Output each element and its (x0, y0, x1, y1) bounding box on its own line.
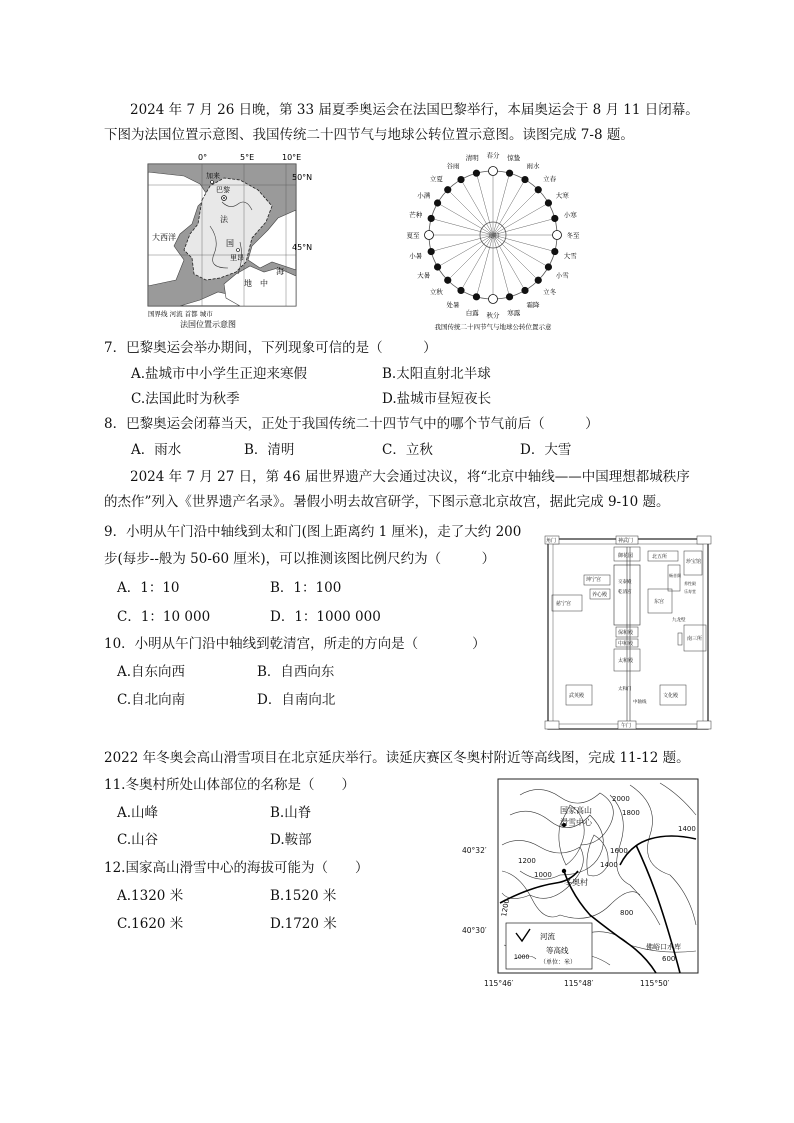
palace-label: 御花园 (618, 553, 634, 559)
q11-option-a[interactable]: A.山峰 (117, 805, 159, 821)
place-label: 法 (220, 215, 228, 224)
earth-position-marker (522, 287, 528, 293)
palace-label: 养心殿 (592, 592, 608, 598)
q7-option-c[interactable]: C.法国此时为秋季 (131, 391, 240, 407)
place-label: 地 (244, 279, 252, 288)
lat-label: 40°30′ (462, 926, 487, 935)
q11-option-b[interactable]: B.山脊 (270, 805, 312, 821)
solar-term-label: 立秋 (429, 288, 443, 297)
q8-option-c[interactable]: C．立秋 (382, 442, 433, 458)
q12-stem: 12.国家高山滑雪中心的海拔可能为（ ） (104, 860, 369, 876)
place-label: 加来 (206, 172, 220, 180)
map-legend: 国界线 河流 首都 城市 (148, 310, 213, 318)
orbit-spoke (493, 203, 548, 235)
earth-position-marker (552, 215, 558, 221)
solar-term-label: 小暑 (409, 252, 423, 261)
diagram-caption: 我国传统二十四节气与地球公转位置示意 (434, 323, 552, 331)
earth-position-marker (535, 187, 541, 193)
solar-terms-diagram (395, 152, 595, 332)
earth-position-marker (522, 176, 528, 182)
earth-position-marker (489, 295, 498, 304)
q8-option-b[interactable]: B．清明 (244, 442, 295, 458)
earth-position-marker (434, 264, 440, 270)
palace-label: 珍宝馆 (686, 559, 702, 565)
q11-option-d[interactable]: D.鞍部 (270, 832, 312, 848)
place-label: 大西洋 (152, 233, 176, 242)
earth-position-marker (428, 215, 434, 221)
intro-2-line-2: 的杰作”列入《世界遗产名录》。暑假小明去故宫研学，下图示意北京故宫，据此完成 9-10 题。 (104, 494, 670, 510)
orbit-spoke (438, 235, 493, 267)
solar-term-label: 谷雨 (446, 162, 460, 171)
contour-label: 800 (620, 909, 634, 917)
q12-option-b[interactable]: B.1520 米 (270, 888, 337, 904)
solar-term-label: 小满 (417, 191, 431, 200)
q10-stem: 10．小明从午门沿中轴线到乾清宫，所走的方向是（ ） (104, 636, 486, 652)
lon-label: 115°48′ (564, 979, 594, 988)
france-map (140, 150, 313, 330)
place-label: 冬奥村 (564, 878, 588, 887)
solar-term-label: 大雪 (563, 252, 577, 261)
solar-term-label: 秋分 (486, 311, 500, 320)
contour-legend (506, 923, 592, 969)
palace-label: 角门 (546, 538, 557, 544)
place-label: 中 (260, 279, 268, 288)
earth-position-marker (506, 170, 512, 176)
place-label: 巴黎 (216, 186, 230, 194)
earth-position-marker (545, 264, 551, 270)
q12-option-d[interactable]: D.1720 米 (270, 916, 337, 932)
palace-label: 东宫 (654, 599, 665, 605)
q10-option-b[interactable]: B．自西向东 (257, 664, 335, 680)
solar-term-label: 立冬 (543, 288, 557, 297)
q10-option-d[interactable]: D．自南向北 (257, 692, 336, 708)
palace-label: 神武门 (618, 538, 634, 544)
q9-stem-line-2: 步(每步--般为 50-60 厘米)，可以推测该图比例尺约为（ ） (104, 551, 496, 567)
earth-position-marker (473, 170, 479, 176)
lon-label: 10°E (282, 153, 302, 162)
solar-term-label: 惊蛰 (507, 154, 521, 163)
earth-position-marker (458, 176, 464, 182)
legend-sample: 1000 (514, 954, 530, 961)
palace-label: 养性殿 (684, 581, 696, 586)
q9-option-b[interactable]: B．1：100 (270, 580, 342, 596)
palace-label: 慈宁宫 (556, 601, 572, 607)
orbit-spoke (461, 235, 493, 290)
contour-label: 1200 (500, 898, 512, 918)
lon-label: 0° (198, 153, 208, 162)
q7-stem: 7．巴黎奥运会举办期间，下列现象可信的是（ ） (104, 340, 437, 356)
legend-unit: （单位：米） (540, 959, 577, 966)
earth-position-marker (425, 231, 434, 240)
palace-label: 交泰殿 (618, 580, 632, 585)
lat-label: 50°N (292, 173, 313, 182)
palace-label: 北五所 (652, 554, 668, 560)
palace-label: 太和殿 (618, 658, 634, 664)
q7-option-a[interactable]: A.盐城市中小学生正迎来寒假 (131, 366, 308, 382)
palace-label: 畅音阁 (669, 573, 681, 578)
orbit-spoke (461, 180, 493, 235)
intro-3: 2022 年冬奥会高山滑雪项目在北京延庆举行。读延庆赛区冬奥村附近等高线图，完成 11-12 题。 (104, 750, 690, 766)
legend-river: 河流 (540, 932, 555, 941)
lat-label: 45°N (292, 243, 313, 252)
q8-option-a[interactable]: A．雨水 (131, 442, 182, 458)
contour-label: 1400 (678, 825, 696, 833)
place-label: 佛峪口水库 (646, 943, 681, 951)
q8-option-d[interactable]: D．大雪 (520, 442, 572, 458)
q9-option-a[interactable]: A．1：10 (117, 580, 180, 596)
contour-label: 1400 (600, 861, 618, 869)
place-label: 国家高山 (560, 806, 592, 815)
contour-label: 1600 (610, 847, 628, 855)
earth-position-marker (458, 287, 464, 293)
solar-term-label: 冬至 (566, 231, 580, 240)
palace-label: 中和殿 (618, 641, 634, 647)
q7-option-d[interactable]: D.盐城市昼短夜长 (382, 391, 492, 407)
solar-term-label: 夏至 (406, 231, 420, 240)
palace-label: 南三所 (687, 636, 703, 642)
palace-label: 午门 (621, 723, 632, 729)
map-caption: 法国位置示意图 (180, 320, 236, 329)
palace-label: 坤宁宫 (586, 577, 602, 583)
solar-term-label: 立夏 (429, 174, 443, 183)
solar-term-label: 立春 (543, 174, 557, 183)
intro-2-line-1: 2024 年 7 月 27 日，第 46 届世界遗产大会通过决议，将“北京中轴线——中国理想都城秩序 (130, 469, 690, 485)
forbidden-city-map (544, 535, 714, 735)
orbit-spoke (448, 235, 493, 280)
lon-label: 115°46′ (484, 979, 514, 988)
q8-stem: 8．巴黎奥运会闭幕当天，正处于我国传统二十四节气中的哪个节气前后（ ） (104, 416, 599, 432)
contour-label: 600 (662, 955, 676, 963)
solar-term-label: 大暑 (417, 271, 431, 280)
palace-label: 九龙壁 (672, 618, 686, 623)
q9-option-d[interactable]: D．1：1000 000 (270, 609, 381, 625)
place-label: 海 (276, 267, 284, 276)
orbit-spoke (493, 235, 548, 267)
orbit-spoke (493, 235, 538, 280)
earth-position-marker (506, 294, 512, 300)
solar-term-label: 春分 (486, 151, 500, 160)
earth-position-marker (473, 294, 479, 300)
q11-stem: 11.冬奥村所处山体部位的名称是（ ） (104, 777, 355, 793)
earth-position-marker (445, 187, 451, 193)
palace-label: 文化殿 (663, 693, 679, 699)
solar-term-label: 霜降 (526, 300, 540, 309)
palace-label: 武英殿 (569, 693, 585, 699)
orbit-spoke (448, 190, 493, 235)
q9-option-c[interactable]: C．1：10 000 (117, 609, 211, 625)
solar-term-label: 白露 (465, 308, 479, 317)
solar-term-label: 小雪 (555, 271, 569, 280)
intro-1-line-1: 2024 年 7 月 26 日晚，第 33 届夏季奥运会在法国巴黎举行，本届奥运会于 8 月 11 日闭幕。 (130, 102, 699, 118)
earth-position-marker (428, 248, 434, 254)
q10-option-a[interactable]: A.自东向西 (117, 664, 186, 680)
orbit-spoke (493, 180, 525, 235)
palace-label: 太和门 (618, 687, 632, 692)
q12-option-a[interactable]: A.1320 米 (117, 888, 184, 904)
lon-label: 5°E (240, 153, 255, 162)
lon-label: 115°50′ (640, 979, 670, 988)
solar-term-label: 大寒 (555, 191, 569, 200)
contour-label: 2000 (612, 795, 630, 803)
q10-option-c[interactable]: C.自北向南 (117, 692, 186, 708)
contour-label: 1200 (518, 857, 536, 865)
legend-contour: 等高线 (546, 946, 569, 955)
earth-position-marker (535, 277, 541, 283)
solar-term-label: 清明 (465, 154, 479, 163)
contour-label: 1800 (622, 809, 640, 817)
q11-option-c[interactable]: C.山谷 (117, 832, 159, 848)
place-label: 国 (226, 239, 234, 248)
q9-stem-line-1: 9．小明从午门沿中轴线到太和门(图上距离约 1 厘米)，走了大约 200 (104, 524, 522, 540)
earth-position-marker (545, 200, 551, 206)
place-label: 滑雪中心 (560, 818, 592, 827)
solar-term-label: 雨水 (526, 162, 540, 171)
earth-position-marker (553, 231, 562, 240)
q12-option-c[interactable]: C.1620 米 (117, 916, 184, 932)
palace-label: 乐寿堂 (684, 589, 696, 594)
orbit-spoke (493, 235, 525, 290)
solar-term-label: 小寒 (563, 210, 577, 219)
earth-position-marker (489, 167, 498, 176)
palace-label: 乾清宫 (618, 590, 632, 595)
palace-label: 保和殿 (618, 630, 634, 636)
orbit-spoke (493, 190, 538, 235)
solar-term-label: 芒种 (409, 210, 423, 219)
lat-label: 40°32′ (462, 846, 487, 855)
contour-map (460, 775, 710, 990)
place-label: 里昂 (230, 254, 244, 262)
earth-position-marker (434, 200, 440, 206)
intro-1-line-2: 下图为法国位置示意图、我国传统二十四节气与地球公转位置示意图。读图完成 7-8 题。 (104, 127, 634, 143)
contour-label: 1000 (534, 871, 552, 879)
orbit-spoke (438, 203, 493, 235)
palace-label: 中轴线 (633, 700, 647, 705)
earth-position-marker (552, 248, 558, 254)
earth-position-marker (445, 277, 451, 283)
solar-term-label: 寒露 (507, 308, 521, 317)
solar-term-label: 处暑 (446, 300, 460, 309)
q7-option-b[interactable]: B.太阳直射北半球 (382, 366, 491, 382)
